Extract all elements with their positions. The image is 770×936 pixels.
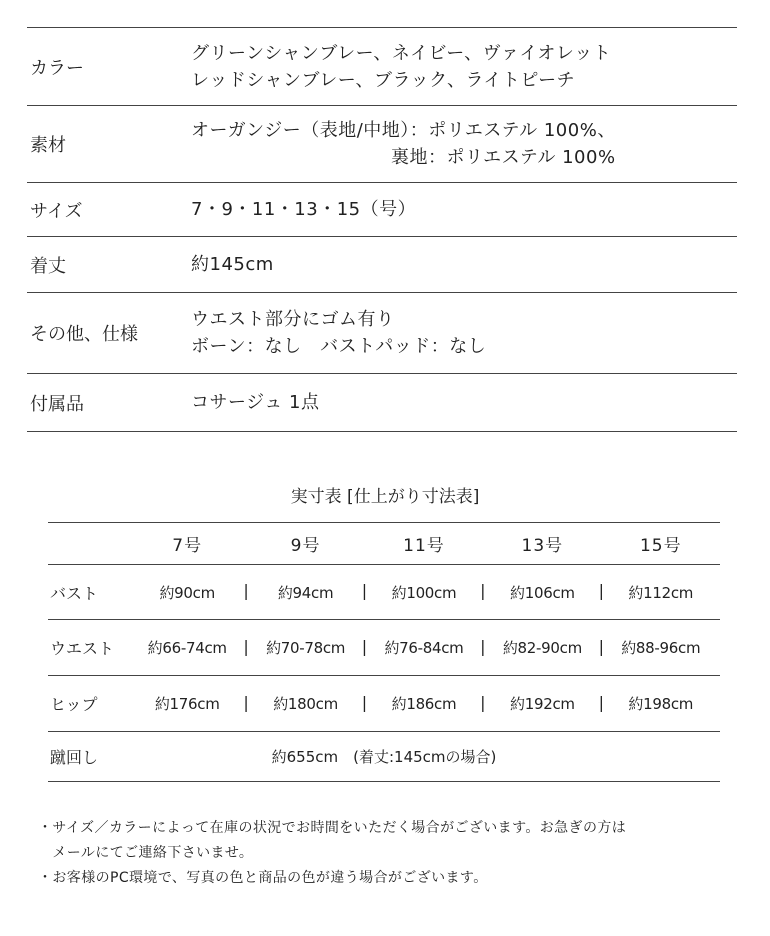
size-cell: 約198cm xyxy=(628,695,694,713)
spec-value-line: オーガンジー（表地/中地）：ポリエステル 100%、 xyxy=(191,120,616,141)
size-cell: 約180cm xyxy=(273,695,338,713)
spec-value-line: グリーンシャンブレー、ネイビー、ヴァイオレット xyxy=(191,42,612,64)
spec-row-color xyxy=(27,28,737,106)
spec-value xyxy=(191,389,737,416)
spec-label: カラー xyxy=(30,57,84,79)
separator-glyph: | xyxy=(598,636,604,656)
note-line: ・お客様のPC環境で、写真の色と商品の色が違う場合がございます。 xyxy=(38,870,488,886)
separator-glyph: | xyxy=(361,581,368,600)
separator-glyph: | xyxy=(598,581,604,600)
separator-glyph: | xyxy=(598,692,604,712)
size-row-label: ウエスト xyxy=(50,639,115,658)
spec-value xyxy=(191,40,737,94)
notes xyxy=(38,816,738,891)
note-line: ・サイズ／カラーによって在庫の状況でお時間をいただく場合がございます。お急ぎの方は xyxy=(38,820,627,836)
spec-value-line: 約145cm xyxy=(191,254,274,275)
separator-glyph: | xyxy=(480,581,486,600)
size-row-hem xyxy=(48,732,720,782)
size-header-cell: 9号 xyxy=(290,536,321,556)
spec-label: 付属品 xyxy=(30,393,84,415)
size-cell: 約70-78cm xyxy=(266,639,346,657)
spec-table xyxy=(27,27,737,432)
size-row-bust xyxy=(48,565,720,620)
size-cell: 約186cm xyxy=(391,695,457,713)
size-header-cell: 15号 xyxy=(639,536,682,556)
spec-value-line: コサージュ 1点 xyxy=(191,392,320,413)
spec-row-other xyxy=(27,293,737,374)
separator-glyph: | xyxy=(243,581,249,600)
spec-label: その他、仕様 xyxy=(30,324,138,345)
note-line: メールにてご連絡下さいませ。 xyxy=(38,845,254,861)
size-cell: 約76-84cm xyxy=(384,639,464,657)
spec-label: サイズ xyxy=(30,200,83,222)
spec-label: 着丈 xyxy=(30,255,66,277)
spec-value xyxy=(191,251,737,278)
size-cell: 約176cm xyxy=(154,695,220,713)
size-row-label: ヒップ xyxy=(50,695,98,714)
spec-row-material xyxy=(27,106,737,183)
size-row-hip xyxy=(48,676,720,732)
size-header-row xyxy=(48,523,720,565)
size-cell: 約82-90cm xyxy=(502,639,582,657)
size-table xyxy=(48,522,720,782)
size-cell: 約106cm xyxy=(510,583,575,602)
spec-row-size xyxy=(27,183,737,237)
size-row-cells xyxy=(128,693,720,714)
separator-glyph: | xyxy=(480,692,486,712)
separator-glyph: | xyxy=(361,692,368,712)
size-row-label: バスト xyxy=(50,583,99,603)
size-row-waist xyxy=(48,620,720,676)
size-header-cell: 13号 xyxy=(521,536,564,556)
size-cell: 約90cm xyxy=(159,583,215,602)
size-cell: 約88-96cm xyxy=(621,639,701,657)
spec-value-line: 裏地：ポリエステル 100% xyxy=(391,147,616,168)
separator-glyph: | xyxy=(243,636,249,656)
spec-value-line: 7・9・11・13・15（号） xyxy=(191,199,417,220)
size-cell: 約112cm xyxy=(628,583,694,602)
size-cell: 約94cm xyxy=(277,583,334,602)
spec-value xyxy=(191,196,737,223)
spec-value xyxy=(191,117,737,171)
size-row-cells xyxy=(128,637,720,658)
size-cell: 約192cm xyxy=(510,695,575,713)
size-header-cells xyxy=(128,531,720,556)
size-table-title: 実寸表 [仕上がり寸法表] xyxy=(290,487,480,507)
size-header-cell: 11号 xyxy=(403,536,445,556)
spec-value-line: ボーン：なし バストパッド：なし xyxy=(191,336,487,357)
spec-row-accessory xyxy=(27,374,737,432)
size-cell: 約66-74cm xyxy=(147,639,227,657)
spec-row-length xyxy=(27,237,737,293)
spec-value-line: レッドシャンブレー、ブラック、ライトピーチ xyxy=(191,69,576,91)
separator-glyph: | xyxy=(480,636,486,656)
separator-glyph: | xyxy=(243,692,249,712)
separator-glyph: | xyxy=(361,636,368,656)
size-row-cells xyxy=(128,582,720,603)
size-row-label: 蹴回し xyxy=(50,748,99,767)
size-cell: 約100cm xyxy=(391,583,457,602)
size-hem-value: 約655cm (着丈:145cmの場合) xyxy=(271,748,497,766)
spec-value xyxy=(191,306,737,360)
spec-label: 素材 xyxy=(30,135,66,156)
size-header-cell: 7号 xyxy=(172,536,203,556)
spec-value-line: ウエスト部分にゴム有り xyxy=(191,309,395,330)
